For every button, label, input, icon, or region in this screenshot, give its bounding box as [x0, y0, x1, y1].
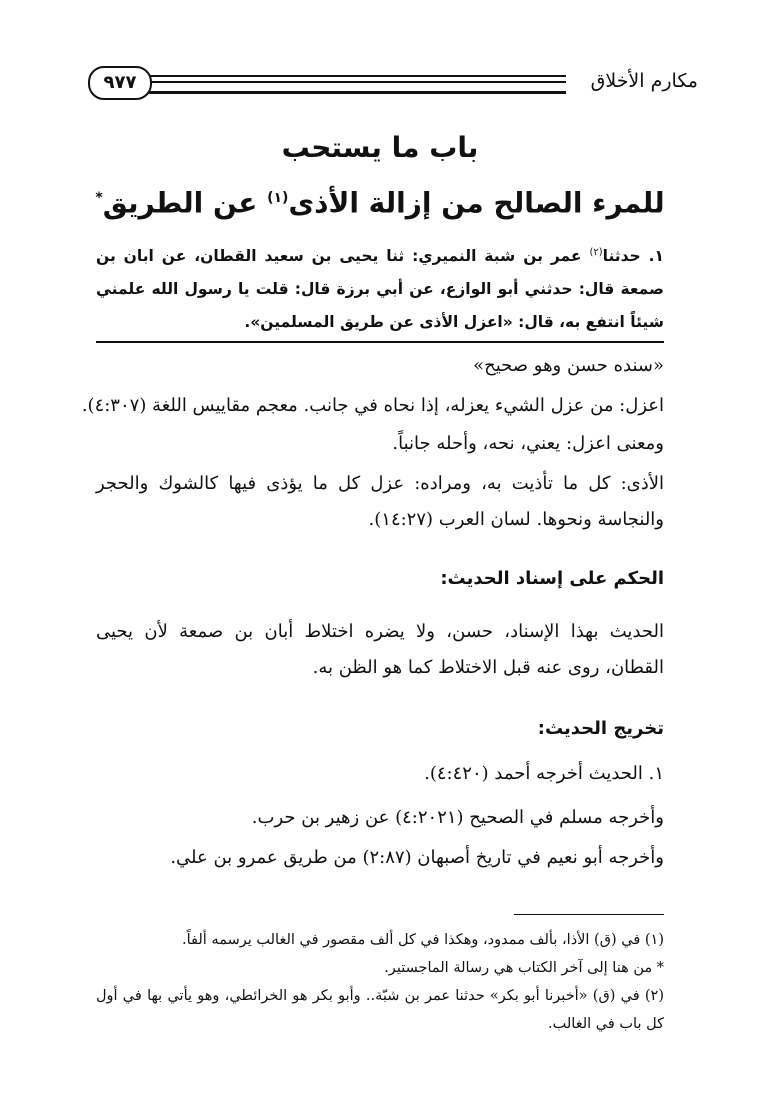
chapter-title-line2 — [60, 180, 700, 221]
hadith-text — [96, 236, 664, 339]
section-divider — [96, 341, 664, 343]
takhrij-line-1: ١. الحديث أخرجه أحمد (٤:٤٢٠). — [424, 763, 664, 784]
footnote-2: (٢) في (ق) «أخبرنا أبو بكر» حدثنا عمر بن شبّة.. وأبو بكر هو الخرائطي، وهو يأتي بها في أول كل باب في الغالب. — [96, 988, 664, 1032]
footnote-ref-1: (١) — [267, 190, 289, 206]
ruling-heading: الحكم على إسناد الحديث: — [440, 568, 664, 589]
takhrij-line-2: وأخرجه مسلم في الصحيح (٤:٢٠٢١) عن زهير بن حرب. — [251, 807, 664, 828]
footnote-star: * من هنا إلى آخر الكتاب هي رسالة الماجستير. — [384, 960, 664, 976]
page-number: ٩٧٧ — [88, 66, 152, 100]
chapter-title-line1: باب ما يستحب — [281, 131, 479, 164]
footnote-star-ref: * — [95, 190, 103, 206]
note-line-2: ومعنى اعزل: يعني، نحه، وأحله جانباً. — [392, 433, 664, 454]
chapter-title-text: للمرء الصالح من إزالة الأذى — [288, 186, 665, 220]
takhrij-line-3: وأخرجه أبو نعيم في تاريخ أصبهان (٢:٨٧) من طريق عمرو بن علي. — [170, 847, 664, 868]
hadith-number: ١. حدثنا — [602, 247, 664, 266]
chapter-title-end: عن الطريق — [102, 186, 258, 220]
page-header — [88, 66, 698, 106]
grading-line: «سنده حسن وهو صحيح» — [473, 355, 664, 376]
note-paragraph-3: الأذى: كل ما تأذيت به، ومراده: عزل كل ما يؤذى فيها كالشوك والحجر والنجاسة ونحوها. لسان العرب (١٤:٢٧). — [96, 473, 664, 530]
footnote-ref-2: (٢) — [589, 247, 603, 258]
footnote-rule — [514, 914, 664, 915]
hadith-body: عمر بن شبة النميري: ثنا يحيى بن سعيد القطان، عن ابان بن صمعة قال: حدثني أبو الوازع، عن أبي برزة قال: قلت يا رسول الله علمني شيئاً انتفع به، قال: «اعزل الأذى عن طريق المسلمين». — [96, 247, 664, 332]
footnote-1: (١) في (ق) الأذا، بألف ممدود، وهكذا في كل ألف مقصور في الغالب يرسمه ألفاً. — [182, 932, 664, 948]
ruling-paragraph: الحديث بهذا الإسناد، حسن، ولا يضره اختلاط أبان بن صمعة لأن يحيى القطان، روى عنه قبل الاختلاط كما هو الظن به. — [96, 621, 664, 678]
header-rule — [148, 75, 566, 94]
running-title: مكارم الأخلاق — [590, 70, 698, 92]
note-line-1: اعزل: من عزل الشيء يعزله، إذا نحاه في جانب. معجم مقاييس اللغة (٤:٣٠٧). — [81, 395, 664, 416]
takhrij-heading: تخريج الحديث: — [537, 718, 664, 739]
